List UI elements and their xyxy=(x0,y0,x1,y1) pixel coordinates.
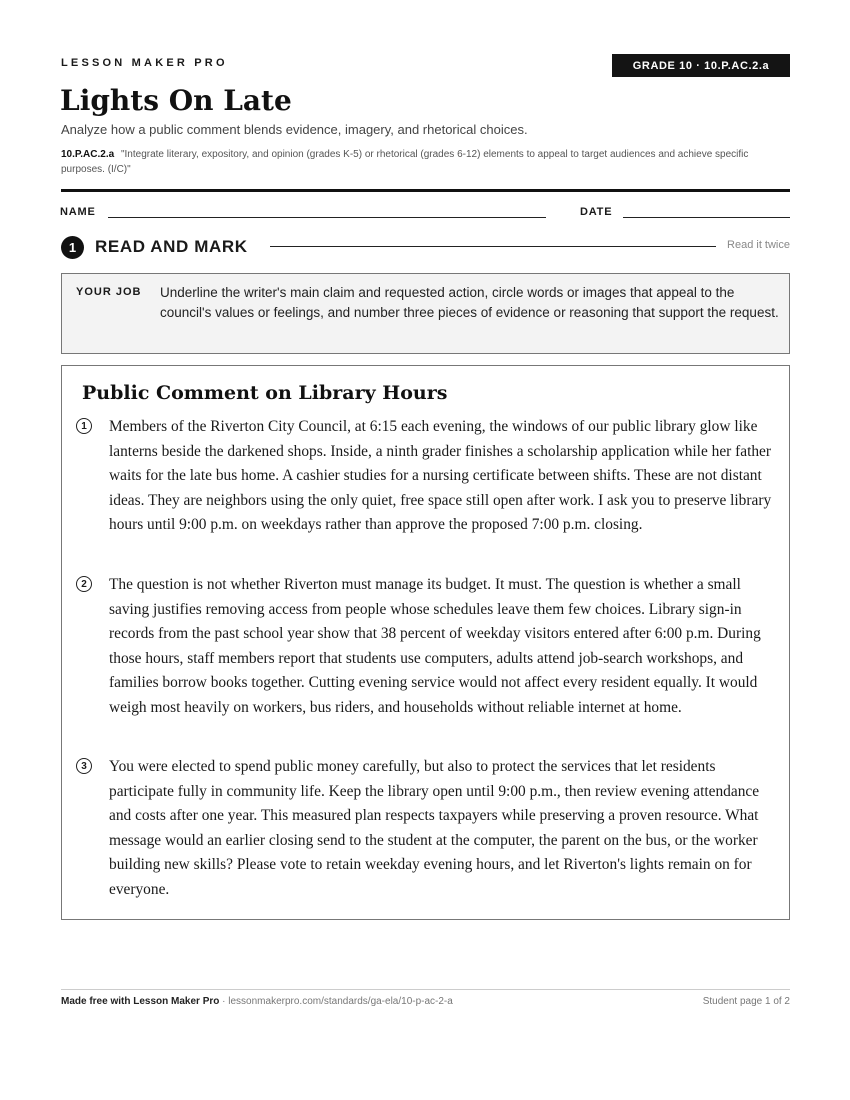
grade-badge: GRADE 10 · 10.P.AC.2.a xyxy=(612,54,790,77)
footer-made-with: Made free with Lesson Maker Pro xyxy=(61,996,220,1007)
name-field[interactable] xyxy=(108,217,546,218)
date-label: DATE xyxy=(580,206,613,218)
date-field[interactable] xyxy=(623,217,790,218)
section-title: READ AND MARK xyxy=(95,237,248,256)
footer-divider xyxy=(61,989,790,990)
page-subtitle: Analyze how a public comment blends evidence, imagery, and rhetorical choices. xyxy=(61,122,528,137)
paragraph-text-3: You were elected to spend public money carefully, but also to protect the services that let residents participate fully in community life. Keep the library open until 9:00 p.m., then review evening attendance and costs after one year. This measured plan respects taxpayers while preserving a proven resource. What message would an earlier closing send to the student at the computer, the parent on the bus, or the worker building new skills? Please vote to retain weekday evening hours, and let Riverton's lights remain on for everyone. xyxy=(109,758,760,898)
brand-name: LESSON MAKER PRO xyxy=(61,57,228,69)
passage-title: Public Comment on Library Hours xyxy=(82,382,448,404)
paragraph-number-3: 3 xyxy=(76,758,92,774)
header-divider xyxy=(61,189,790,192)
job-box xyxy=(61,273,790,354)
paragraph-text-1: Members of the Riverton City Council, at 6:15 each evening, the windows of our public library glow like lanterns beside the darkened shops. Inside, a ninth grader finishes a scholarship application while her father waits for the late bus home. A cashier studies for a nursing certificate between shifts. These are not distant ideas. They are neighbors using the only quiet, free space still open after work. I ask you to preserve library hours until 9:00 p.m. on weekdays rather than approve the proposed 7:00 p.m. closing. xyxy=(109,418,772,533)
name-label: NAME xyxy=(60,206,96,218)
section-note: Read it twice xyxy=(727,239,790,251)
standard-description xyxy=(61,147,781,177)
paragraph-number-2: 2 xyxy=(76,576,92,592)
page-title: Lights On Late xyxy=(60,84,292,117)
footer-page-number: Student page 1 of 2 xyxy=(702,996,790,1007)
paragraph-text-2: The question is not whether Riverton must manage its budget. It must. The question is whether a small saving justifies removing access from people whose schedules leave them few choices. Library sign-in records from the past school year show that 38 percent of weekday visitors entered after 6:00 p.m. During those hours, staff members report that students use computers, adults attend job-search workshops, and families borrow books together. Cutting evening service would not affect every resident equally. It would weigh most heavily on workers, bus riders, and households without reliable internet at home. xyxy=(109,576,761,716)
standard-code: 10.P.AC.2.a xyxy=(61,149,115,160)
job-label: YOUR JOB xyxy=(76,286,142,298)
section-number: 1 xyxy=(61,236,84,259)
footer-credit xyxy=(61,996,453,1007)
footer-url[interactable]: · lessonmakerpro.com/standards/ga-ela/10-p-ac-2-a xyxy=(219,996,453,1007)
section-divider xyxy=(270,246,716,247)
paragraph-number-1: 1 xyxy=(76,418,92,434)
job-instructions: Underline the writer's main claim and requested action, circle words or images that appeal to the council's values or feelings, and number three pieces of evidence or reasoning that support the request. xyxy=(160,285,779,320)
standard-text: "Integrate literary, expository, and opinion (grades K-5) or rhetorical (grades 6-12) elements to appeal to target audiences and achieve specific purposes. (I/C)" xyxy=(61,149,749,175)
passage-box xyxy=(61,365,790,920)
